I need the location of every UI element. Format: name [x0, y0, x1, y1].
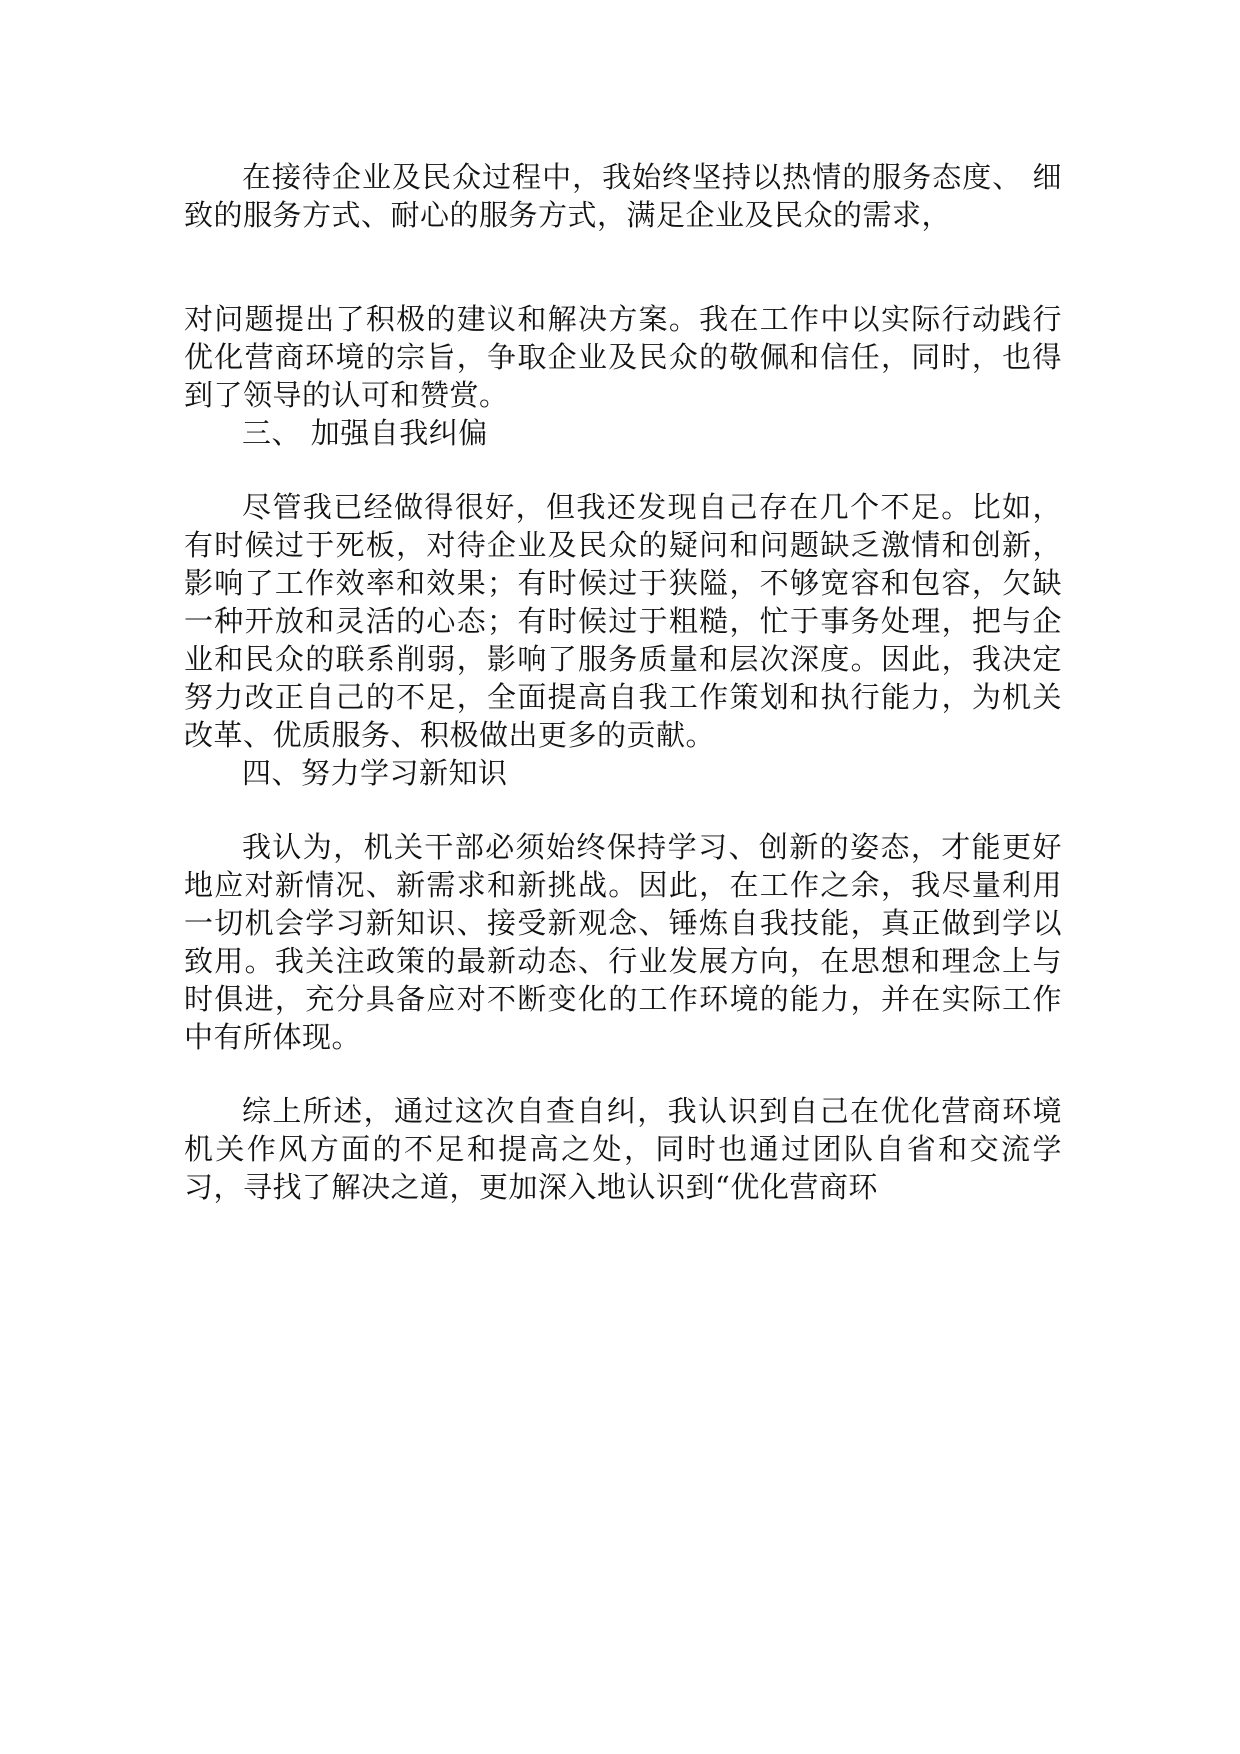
paragraph-shortcomings: 尽管我已经做得很好，但我还发现自己存在几个不足。比如，有时候过于死板，对待企业及民众的疑问和问题缺乏激情和创新，影响了工作效率和效果；有时候过于狭隘，不够宽容和包容，欠缺一种开放和灵活的心态；有时候过于粗糙，忙于事务处理，把与企业和民众的联系削弱，影响了服务质量和层次深度。因此，我决定努力改正自己的不足，全面提高自我工作策划和执行能力，为机关改革、优质服务、积极做出更多的贡献。	[184, 490, 1062, 752]
paragraph-suggestions: 对问题提出了积极的建议和解决方案。我在工作中以实际行动践行优化营商环境的宗旨，争取企业及民众的敬佩和信任，同时，也得到了领导的认可和赞赏。	[184, 302, 1062, 412]
section-heading-learning: 四、努力学习新知识	[242, 756, 508, 790]
paragraph-learning: 我认为，机关干部必须始终保持学习、创新的姿态，才能更好地应对新情况、新需求和新挑战。因此，在工作之余，我尽量利用一切机会学习新知识、接受新观念、锤炼自我技能，真正做到学以致用。我关注政策的最新动态、行业发展方向，在思想和理念上与时俱进，充分具备应对不断变化的工作环境的能力，并在实际工作中有所体现。	[184, 830, 1062, 1054]
paragraph-service-attitude: 在接待企业及民众过程中，我始终坚持以热情的服务态度、 细致的服务方式、耐心的服务方式，满足企业及民众的需求，	[184, 160, 1062, 232]
paragraph-summary: 综上所述，通过这次自查自纠，我认识到自己在优化营商环境机关作风方面的不足和提高之处，同时也通过团队自省和交流学习，寻找了解决之道，更加深入地认识到“优化营商环	[184, 1094, 1062, 1204]
document-body	[184, 158, 1062, 1206]
section-heading-self-correction: 三、 加强自我纠偏	[242, 416, 488, 450]
